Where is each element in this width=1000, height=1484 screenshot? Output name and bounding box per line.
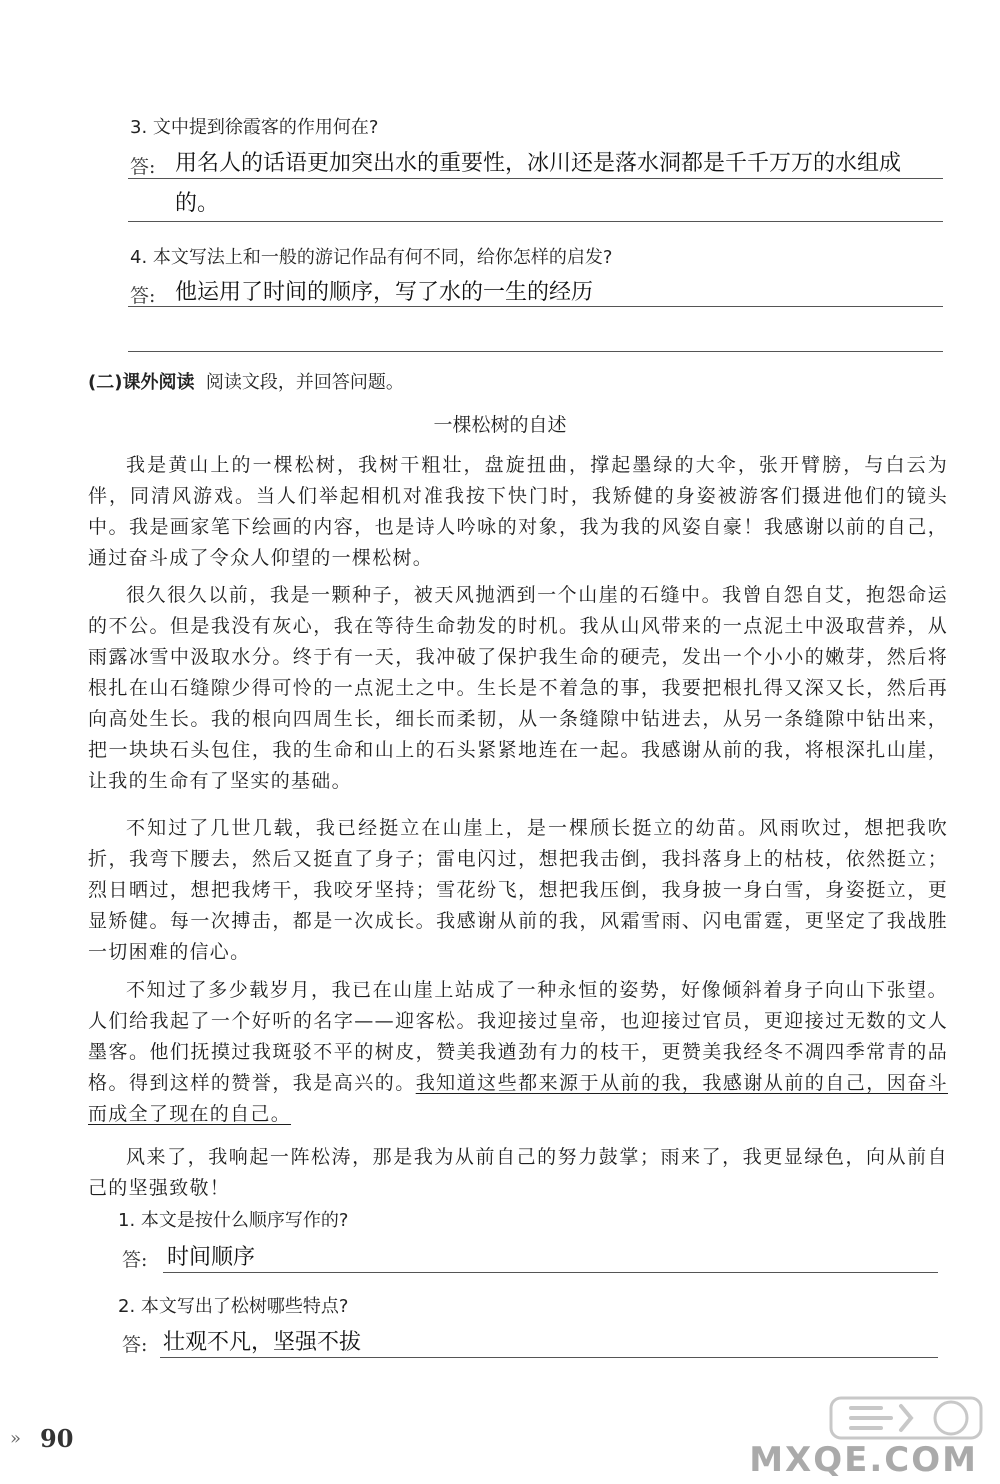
article-paragraph-1: 我是黄山上的一棵松树，我树干粗壮，盘旋扭曲，撑起墨绿的大伞，张开臂膀，与白云为伴，同清风游戏。当人们举起相机对准我按下快门时，我矫健的身姿被游客们摄进他们的镜头中。我是画家笔下绘画的内容，也是诗人吟咏的对象，我为我的风姿自豪！我感谢以前的自己，通过奋斗成了令众人仰望的一棵松树。 [88, 454, 948, 569]
answer-rule [128, 351, 943, 352]
article-paragraph-5: 风来了，我响起一阵松涛，那是我为从前自己的努力鼓掌；雨来了，我更显绿色，向从前自己的坚强致敬！ [88, 1146, 948, 1199]
article-title: 一棵松树的自述 [433, 414, 567, 436]
page-number: 90 [40, 1424, 74, 1453]
answer-rule [128, 221, 943, 222]
answer-rule [128, 306, 943, 307]
section-label: (二)课外阅读 [88, 372, 195, 393]
exercise-2-question: 2. 本文写出了松树哪些特点? [118, 1296, 349, 1317]
exercise-1-label: 答: [122, 1249, 148, 1271]
article-paragraph-2: 很久很久以前，我是一颗种子，被天风抛洒到一个山崖的石缝中。我曾自怨自艾，抱怨命运的不公。但是我没有灰心，我在等待生命勃发的时机。我从山风带来的一点泥土中汲取营养，从雨露冰雪中汲取水分。终于有一天，我冲破了保护我生命的硬壳，发出一个小小的嫩芽，然后将根扎在山石缝隙少得可怜的一点泥土之中。生长是不着急的事，我要把根扎得又深又长，然后再向高处生长。我的根向四周生长，细长而柔韧，从一条缝隙中钻进去，从另一条缝隙中钻出来，把一块块石头包住，我的生命和山上的石头紧紧地连在一起。我感谢从前的我，将根深扎山崖，让我的生命有了坚实的基础。 [88, 584, 948, 792]
page-chevron-icon: » [10, 1428, 22, 1449]
answer-rule [163, 1272, 938, 1273]
answer-label-3: 答: [130, 156, 156, 178]
paragraph-4-text: 不知过了多少载岁月，我已在山崖上站成了一种永恒的姿势，好像倾斜着身子向山下张望。人们给我起了一个好听的名字——迎客松。我迎接过皇帝，也迎接过官员，更迎接过无数的文人墨客。他们抚摸过我斑驳不平的树皮，赞美我遒劲有力的枝干，更赞美我经冬不凋四季常青的品格。得到这样的赞誉，我是高兴的。 [88, 979, 948, 1094]
answer-4: 他运用了时间的顺序，写了水的一生的经历 [175, 280, 594, 305]
section-heading [88, 368, 404, 394]
answer-rule [128, 178, 943, 179]
exercise-2-label: 答: [122, 1334, 148, 1356]
answer-3-line1: 用名人的话语更加突出水的重要性，冰川还是落水洞都是千千万万的水组成 [175, 151, 902, 176]
question-4: 4. 本文写法上和一般的游记作品有何不同，给你怎样的启发? [130, 247, 613, 268]
question-3: 3. 文中提到徐霞客的作用何在? [130, 117, 379, 138]
answer-rule [160, 1357, 938, 1358]
exercise-1-answer: 时间顺序 [167, 1245, 256, 1270]
article-paragraph-4 [88, 975, 948, 1130]
answer-3-line2: 的。 [175, 191, 220, 216]
exercise-2-answer: 壮观不凡，坚强不拔 [163, 1330, 362, 1355]
watermark-text: MXQE.COM [749, 1440, 978, 1480]
article-paragraph-3: 不知过了几世几载，我已经挺立在山崖上，是一棵颀长挺立的幼苗。风雨吹过，想把我吹折，我弯下腰去，然后又挺直了身子；雷电闪过，想把我击倒，我抖落身上的枯枝，依然挺立；烈日晒过，想把我烤干，我咬牙坚持；雪花纷飞，想把我压倒，我身披一身白雪，身姿挺立，更显矫健。每一次搏击，都是一次成长。我感谢从前的我，风霜雪雨、闪电雷霆，更坚定了我战胜一切困难的信心。 [88, 817, 948, 963]
underlined-sentence: 我知道这些都来源于从前的我，我感谢从前的自己，因奋斗而成全了现在的自己。 [88, 1072, 948, 1125]
answer-label-4: 答: [130, 285, 156, 307]
section-instruction: 阅读文段，并回答问题。 [205, 372, 404, 393]
exercise-1-question: 1. 本文是按什么顺序写作的? [118, 1210, 349, 1231]
